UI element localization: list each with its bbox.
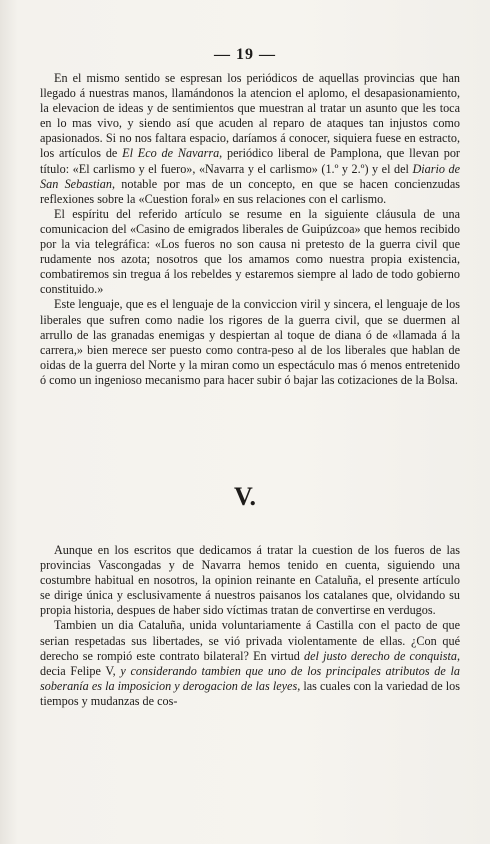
paragraph xyxy=(40,618,460,709)
paragraph xyxy=(40,71,460,207)
body-text-after xyxy=(40,543,460,709)
italic-text: y considerando tambien que uno de los principales atributos de la soberanía es la imposicion y derogacion de las leyes xyxy=(40,663,460,693)
text-run: , decia Felipe V, xyxy=(40,648,460,678)
body-text-before xyxy=(40,71,460,388)
italic-text: del justo derecho de conquista xyxy=(304,648,457,663)
section-heading: V. xyxy=(234,482,256,511)
text-run: Tambien un dia Cataluña, unida voluntariamente á Castilla con el pacto de que serian respetadas sus libertades, se vió privada violentamente de ellas. ¿Con qué derecho se rompió este contrato bilateral? En virtud xyxy=(40,618,460,663)
text-run: Aunque en los escritos que dedicamos á tratar la cuestion de los fueros de las provincias Vascongadas y de Navarra hemos tenido en cuenta, siguiendo una costumbre habitual en nosotros, la opinion reinante en Cataluña, el presente artículo se dirige única y esclusivamente á nuestros paisanos los catalanes que, olvidando su propia historia, despues de haber sido víctimas tratan de convertirse en verdugos. xyxy=(40,543,460,618)
text-run: Este lenguaje, que es el lenguaje de la conviccion viril y sincera, el lenguaje de los liberales que sufren como nadie los rigores de la guerra civil, que se duermen al arrullo de las granadas enemigas y despiertan al toque de diana ó de «llamada á la carrera,» bien merece ser puesto como contra-peso al de los liberales que hablan de oidas de la guerra del Norte y la miran como un espectáculo mas ó menos entretenido ó como un ingenioso mecanismo para hacer subir ó bajar las cotizaciones de la Bolsa. xyxy=(40,297,460,387)
text-run: En el mismo sentido se espresan los periódicos de aquellas provincias que han llegado á nuestras manos, llamándonos la atencion el aplomo, el desapasionamiento, la elevacion de ideas y de sentimientos que muestran al tratar un asunto que les toca en lo mas vivo, y siendo así que acuden al reparo de ataques tan injustos como apasionados. Si no nos faltara espacio, daríamos á conocer, siquiera fuese en estracto, los artículos de xyxy=(40,71,460,161)
italic-text: El Eco de Navarra xyxy=(122,146,220,161)
paragraph xyxy=(40,207,460,298)
text-run: El espíritu del referido artículo se resume en la siguiente cláusula de una comunicacion del «Casino de emigrados liberales de Guipúzcoa» que hemos recibido por la via telegráfica: «Los fueros no son causa ni pretesto de la guerra civil que rudamente nos azota; nosotros que los amamos como nuestra propia existencia, combatiremos sin tregua á los rebeldes y estaremos siempre al lado de todo gobierno constituido.» xyxy=(40,206,460,297)
text-run: , las cuales con la variedad de los tiempos y mudanzas de cos- xyxy=(40,678,460,708)
text-run: , periódico liberal de Pamplona, que llevan por título: «El carlismo y el fuero», «Navarra y el carlismo» (1.º y 2.º) y el del xyxy=(40,146,460,176)
page-number: — 19 — xyxy=(214,46,276,63)
paragraph xyxy=(40,543,460,618)
paragraph xyxy=(40,297,460,388)
text-run: , notable por mas de un concepto, en que se hacen concienzudas reflexiones sobre la «Cuestion foral» en sus relaciones con el carlismo. xyxy=(40,176,460,206)
italic-text: Diario de San Sebastian xyxy=(40,161,460,191)
